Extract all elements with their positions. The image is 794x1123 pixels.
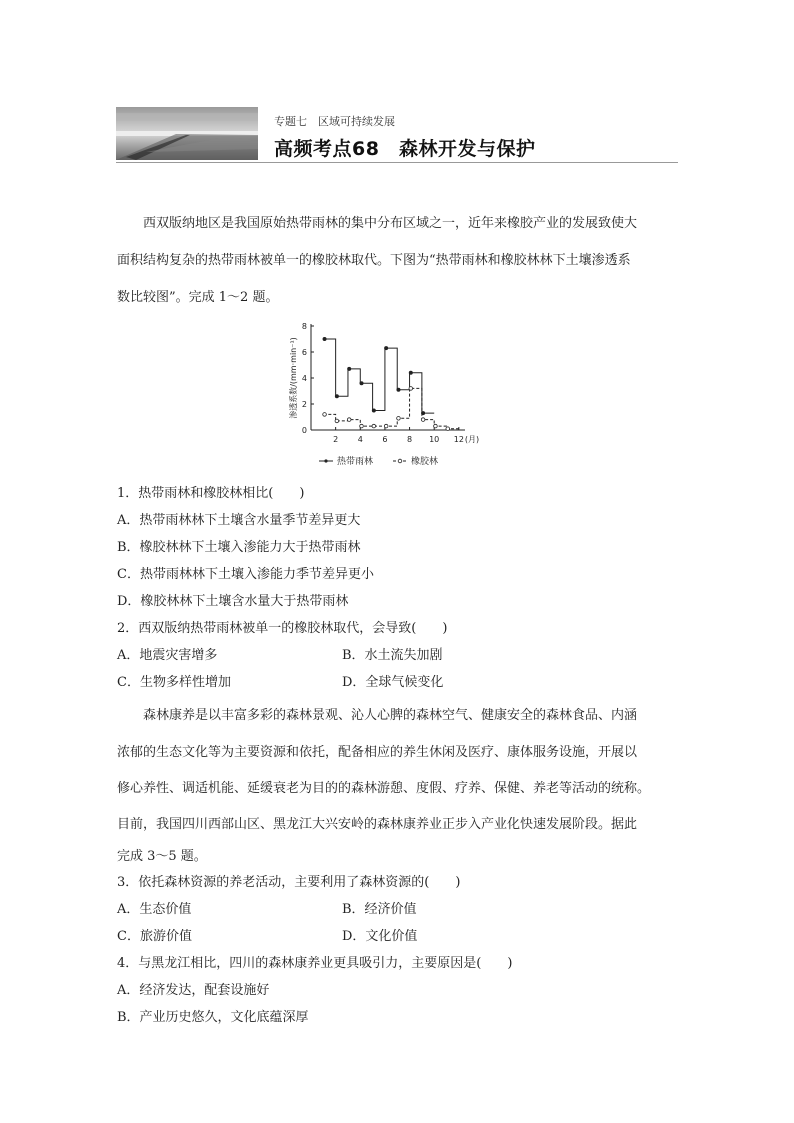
intro1-line2: 面积结构复杂的热带雨林被单一的橡胶林取代。下图为“热带雨林和橡胶林林下土壤渗透系 [117, 253, 631, 268]
q2-stem: 2．西双版纳热带雨林被单一的橡胶林取代，会导致( ) [117, 621, 448, 636]
data-point-rubber [360, 424, 364, 428]
intro1-line3: 数比较图”。完成 1～2 题。 [117, 290, 279, 305]
data-point-rubber [372, 424, 376, 428]
legend-label-rainforest: 热带雨林 [337, 457, 374, 467]
intro2-line4: 目前，我国四川西部山区、黑龙江大兴安岭的森林康养业正步入产业化快速发展阶段。据此 [117, 817, 638, 832]
y-tick-label: 8 [301, 322, 307, 331]
q2-option-c[interactable]: C．生物多样性增加 [117, 675, 231, 690]
q3-option-b[interactable]: B．经济价值 [342, 902, 417, 917]
x-tick-label: 10 [429, 435, 440, 444]
chart-svg [285, 314, 510, 474]
intro2-line1: 森林康养是以丰富多彩的森林景观、沁人心脾的森林空气、健康安全的森林食品、内涵 [143, 708, 638, 723]
x-tick-label: 12 [453, 435, 464, 444]
legend-marker-rubber [398, 459, 402, 463]
data-point-rubber [323, 413, 327, 417]
data-point-rainforest [335, 395, 338, 398]
intro2-line3: 修心养性、调适机能、延缓衰老为目的的森林游憩、度假、疗养、保健、养老等活动的统称。 [117, 781, 651, 796]
data-point-rubber [384, 424, 388, 428]
y-tick-label: 0 [301, 426, 307, 435]
data-point-rubber [446, 427, 450, 431]
series-line-rainforest [323, 339, 434, 413]
data-point-rubber [335, 419, 339, 423]
legend-marker-rainforest [324, 459, 327, 462]
y-axis-label: 渗透系数/(mm·min⁻¹) [289, 337, 298, 419]
q2-option-b[interactable]: B．水土流失加剧 [342, 648, 443, 663]
page-title: 高频考点68 森林开发与保护 [274, 138, 536, 160]
legend-label-rubber: 橡胶林 [411, 457, 439, 467]
q2-option-a[interactable]: A．地震灾害增多 [117, 648, 218, 663]
q4-option-a[interactable]: A．经济发达，配套设施好 [117, 983, 270, 998]
q4-stem: 4．与黑龙江相比，四川的森林康养业更具吸引力，主要原因是( ) [117, 956, 513, 971]
y-tick-label: 2 [301, 400, 307, 409]
data-point-rubber [347, 418, 351, 422]
topic-label: 专题七 区域可持续发展 [274, 115, 395, 128]
intro2-line2: 浓郁的生态文化等为主要资源和依托，配备相应的养生休闲及医疗、康体服务设施，开展以 [117, 745, 638, 760]
y-tick-label: 4 [301, 374, 307, 383]
data-point-rainforest [385, 347, 388, 350]
x-tick-label: 2 [333, 435, 339, 444]
data-point-rainforest [409, 371, 412, 374]
data-point-rubber [421, 418, 425, 422]
q3-option-c[interactable]: C．旅游价值 [117, 929, 192, 944]
data-point-rainforest [397, 388, 400, 391]
q3-stem: 3．依托森林资源的养老活动，主要利用了森林资源的( ) [117, 875, 461, 890]
q1-option-b[interactable]: B．橡胶林林下土壤入渗能力大于热带雨林 [117, 540, 361, 555]
data-point-rainforest [360, 382, 363, 385]
x-tick-label: 6 [382, 435, 388, 444]
data-point-rainforest [323, 337, 326, 340]
q4-option-b[interactable]: B．产业历史悠久，文化底蕴深厚 [117, 1010, 309, 1025]
q3-option-a[interactable]: A．生态价值 [117, 902, 192, 917]
x-axis-label: (月) [464, 435, 480, 444]
header-landscape-photo [116, 107, 258, 160]
y-tick-label: 6 [301, 348, 307, 357]
data-point-rubber [409, 387, 413, 391]
q2-option-d[interactable]: D．全球气候变化 [342, 675, 444, 690]
data-point-rainforest [372, 409, 375, 412]
series-line-rubber [323, 388, 459, 428]
q1-stem: 1．热带雨林和橡胶林相比( ) [117, 486, 305, 501]
data-point-rubber [397, 417, 401, 421]
x-tick-label: 8 [407, 435, 413, 444]
q3-option-d[interactable]: D．文化价值 [342, 929, 418, 944]
q1-option-a[interactable]: A．热带雨林林下土壤含水量季节差异更大 [117, 513, 361, 528]
permeability-chart [285, 314, 510, 474]
header-divider [116, 162, 678, 163]
q1-option-c[interactable]: C．热带雨林林下土壤入渗能力季节差异更小 [117, 567, 374, 582]
q1-option-d[interactable]: D．橡胶林林下土壤含水量大于热带雨林 [117, 594, 349, 609]
data-point-rubber [434, 424, 438, 428]
x-tick-label: 4 [357, 435, 363, 444]
intro1-line1: 西双版纳地区是我国原始热带雨林的集中分布区域之一，近年来橡胶产业的发展致使大 [143, 216, 638, 231]
intro2-line5: 完成 3～5 题。 [117, 849, 207, 864]
data-point-rainforest [348, 367, 351, 370]
